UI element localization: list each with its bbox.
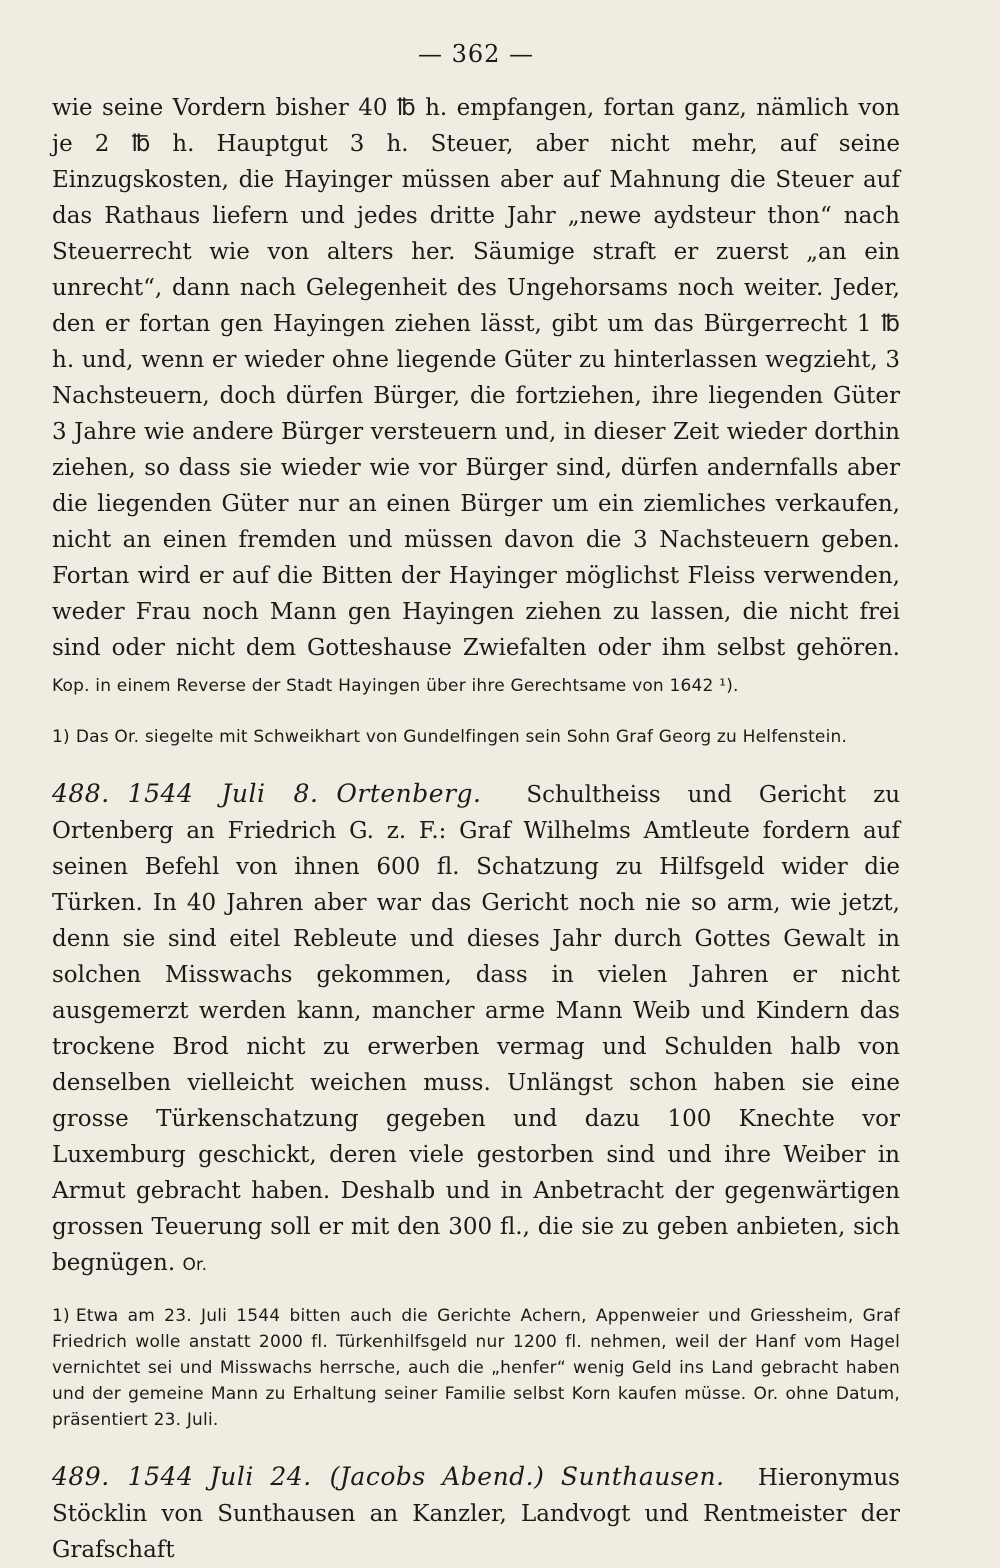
footnote-text: Etwa am 23. Juli 1544 bitten auch die Gerichte Achern, Appenweier und Griessheim, Graf Friedrich wolle anstatt 2000 fl. Türkenhilfsgeld nur 1200 fl. nehmen, weil der Hanf vom Hagel vernichtet sei und Misswachs herrsche, auch die „henfer“ wenig Geld ins Land gebracht haben und der gemeine Mann zu Erhaltung seiner Familie selbst Korn kaufen müsse. Or. ohne Datum, präsentiert 23. Juli. [52, 1306, 900, 1430]
entry-number: 488. [52, 779, 110, 808]
entry-489-text: Hieronymus Stöcklin von Sunthausen an Kanzler, Landvogt und Rentmeister der Grafschaft [52, 1465, 900, 1563]
entry-date: 1544 Juli 24. [127, 1462, 312, 1491]
entry-date: 1544 Juli 8. [127, 779, 319, 808]
continuation-paragraph [52, 90, 900, 704]
entry-489-paragraph [52, 1459, 900, 1568]
footnote-1 [52, 724, 900, 750]
continuation-text: wie seine Vordern bisher 40 ℔ h. empfangen, fortan ganz, nämlich von je 2 ℔ h. Hauptgut 3 h. Steuer, aber nicht mehr, auf seine Einzugskosten, die Hayinger müssen aber auf Mahnung die Steuer auf das Rathaus liefern und jedes dritte Jahr „newe aydsteur thon“ nach Steuerrecht wie von alters her. Säumige straft er zuerst „an ein unrecht“, dann nach Gelegenheit des Ungehorsams noch weiter. Jeder, den er fortan gen Hayingen ziehen lässt, gibt um das Bürgerrecht 1 ℔ h. und, wenn er wieder ohne liegende Güter zu hinterlassen wegzieht, 3 Nachsteuern, doch dürfen Bürger, die fortziehen, ihre liegenden Güter 3 Jahre wie andere Bürger versteuern und, in dieser Zeit wieder dorthin ziehen, so dass sie wieder wie vor Bürger sind, dürfen andernfalls aber die liegenden Güter nur an einen Bürger um ein ziemliches verkaufen, nicht an einen fremden und müssen davon die 3 Nachsteuern geben. Fortan wird er auf die Bitten der Hayinger möglichst Fleiss verwenden, weder Frau noch Mann gen Hayingen ziehen zu lassen, die nicht frei sind oder nicht dem Gotteshause Zwiefalten oder ihm selbst gehören. [52, 95, 900, 661]
entry-number: 489. [52, 1462, 110, 1491]
entry-488-text: Schultheiss und Gericht zu Ortenberg an Friedrich G. z. F.: Graf Wilhelms Amtleute fordern auf seinen Befehl von ihnen 600 fl. Schatzung zu Hilfsgeld wider die Türken. In 40 Jahren aber war das Gericht noch nie so arm, wie jetzt, denn sie sind eitel Rebleute und dieses Jahr durch Gottes Gewalt in solchen Misswachs gekommen, dass in vielen Jahren er nicht ausgemerzt werden kann, mancher arme Mann Weib und Kindern das trockene Brod nicht zu erwerben vermag und Schulden halb von denselben vielleicht weichen muss. Unlängst schon haben sie eine grosse Türkenschatzung gegeben und dazu 100 Knechte vor Luxemburg geschickt, deren viele gestorben sind und ihre Weiber in Armut gebracht haben. Deshalb und in Anbetracht der gegenwärtigen grossen Teuerung soll er mit den 300 fl., die sie zu geben anbieten, sich begnügen. [52, 782, 901, 1276]
entry-489-heading [52, 1462, 743, 1491]
document-page [52, 40, 900, 1568]
entry-488-paragraph [52, 776, 900, 1283]
entry-488-source-note: Or. [182, 1255, 208, 1275]
entry-488 [52, 776, 900, 1283]
page-number: — 362 — [417, 40, 535, 68]
footnote-488-1 [52, 1303, 900, 1433]
entry-place: Ortenberg. [336, 779, 482, 808]
footnote-marker: 1) [52, 1306, 70, 1326]
entry-488-heading [52, 779, 499, 808]
entry-place: (Jacobs Abend.) Sunthausen. [329, 1462, 725, 1491]
continuation-source-note: Kop. in einem Reverse der Stadt Hayingen über ihre Gerechtsame von 1642 ¹). [52, 676, 739, 696]
entry-489 [52, 1459, 900, 1568]
footnote-marker: 1) [52, 727, 70, 747]
footnote-text: Das Or. siegelte mit Schweikhart von Gundelfingen sein Sohn Graf Georg zu Helfenstein. [75, 727, 848, 747]
